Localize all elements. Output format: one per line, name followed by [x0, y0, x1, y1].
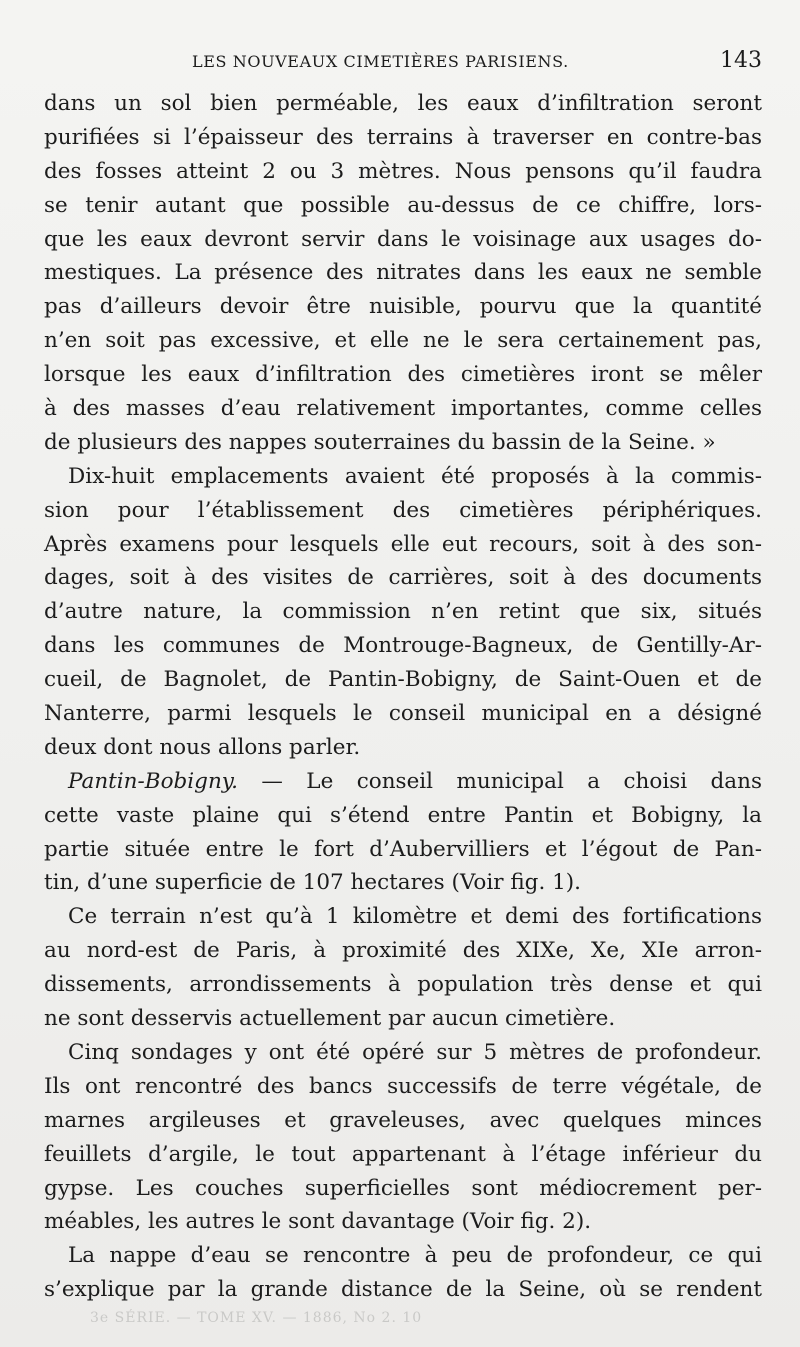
text-line: dans un sol bien perméable, les eaux d’infiltration seront: [44, 91, 762, 116]
page-number: 143: [720, 48, 762, 73]
text-line: feuillets d’argile, le tout appartenant à l’étage inférieur du: [44, 1141, 762, 1167]
text-line-with-heading: [44, 765, 762, 799]
text-line: n’en soit pas excessive, et elle ne le sera certainement pas,: [44, 328, 762, 354]
text-line: au nord-est de Paris, à proximité des XIXe, Xe, XIe arron-: [44, 938, 762, 964]
text-line: dissements, arrondissements à population très dense et qui: [44, 972, 762, 998]
text-line: gypse. Les couches superficielles sont médiocrement per-: [44, 1175, 762, 1201]
text-line: cueil, de Bagnolet, de Pantin-Bobigny, de Saint-Ouen et de: [44, 667, 762, 693]
text-line: purifiées si l’épaisseur des terrains à traverser en contre-bas: [44, 124, 762, 150]
text-line: Dix-huit emplacements avaient été proposés à la commis-: [68, 463, 762, 489]
text-line: Nanterre, parmi lesquels le conseil municipal en a désigné: [44, 701, 762, 727]
text-line: ne sont desservis actuellement par aucun cimetière.: [44, 1006, 616, 1032]
text-line: partie située entre le fort d’Aubervilliers et l’égout de Pan-: [44, 836, 762, 862]
text-line: lorsque les eaux d’infiltration des cimetières iront se mêler: [44, 362, 762, 388]
text-line: de plusieurs des nappes souterraines du bassin de la Seine. »: [44, 429, 716, 455]
text-line: mestiques. La présence des nitrates dans les eaux ne semble: [44, 260, 762, 286]
text-line: deux dont nous allons parler.: [44, 734, 361, 760]
page-header: [44, 50, 762, 80]
text-line: à des masses d’eau relativement importantes, comme celles: [44, 396, 762, 422]
section-heading: Pantin-Bobigny.: [68, 768, 238, 794]
text-line: tin, d’une superficie de 107 hectares (Voir fig. 1).: [44, 870, 582, 896]
text-line: Après examens pour lesquels elle eut recours, soit à des son-: [44, 531, 762, 557]
text-line: méables, les autres le sont davantage (Voir fig. 2).: [44, 1209, 592, 1235]
text-line: sion pour l’établissement des cimetières périphériques.: [44, 497, 762, 523]
text-run: — Le conseil municipal a choisi dans: [261, 768, 762, 794]
text-line: La nappe d’eau se rencontre à peu de profondeur, ce qui: [68, 1243, 762, 1269]
running-title: LES NOUVEAUX CIMETIÈRES PARISIENS.: [192, 52, 569, 71]
text-line: se tenir autant que possible au-dessus de ce chiffre, lors-: [44, 192, 762, 218]
text-line: Ils ont rencontré des bancs successifs de terre végétale, de: [44, 1073, 762, 1099]
text-line: dages, soit à des visites de carrières, soit à des documents: [44, 565, 762, 591]
text-line: marnes argileuses et graveleuses, avec quelques minces: [44, 1107, 762, 1133]
bleed-through-footer: 3e SÉRIE. — TOME XV. — 1886, No 2. 10: [90, 1310, 423, 1326]
text-line: d’autre nature, la commission n’en retint que six, situés: [44, 599, 762, 625]
body-text: [44, 87, 762, 1307]
text-line: des fosses atteint 2 ou 3 mètres. Nous pensons qu’il faudra: [44, 158, 762, 184]
text-line: dans les communes de Montrouge-Bagneux, de Gentilly-Ar-: [44, 633, 762, 659]
text-line: Ce terrain n’est qu’à 1 kilomètre et demi des fortifications: [68, 904, 762, 930]
text-line: que les eaux devront servir dans le voisinage aux usages do-: [44, 226, 762, 252]
text-line: cette vaste plaine qui s’étend entre Pantin et Bobigny, la: [44, 802, 762, 828]
text-line: Cinq sondages y ont été opéré sur 5 mètres de profondeur.: [68, 1039, 762, 1065]
text-line: pas d’ailleurs devoir être nuisible, pourvu que la quantité: [44, 294, 762, 320]
text-line: s’explique par la grande distance de la Seine, où se rendent: [44, 1277, 762, 1303]
